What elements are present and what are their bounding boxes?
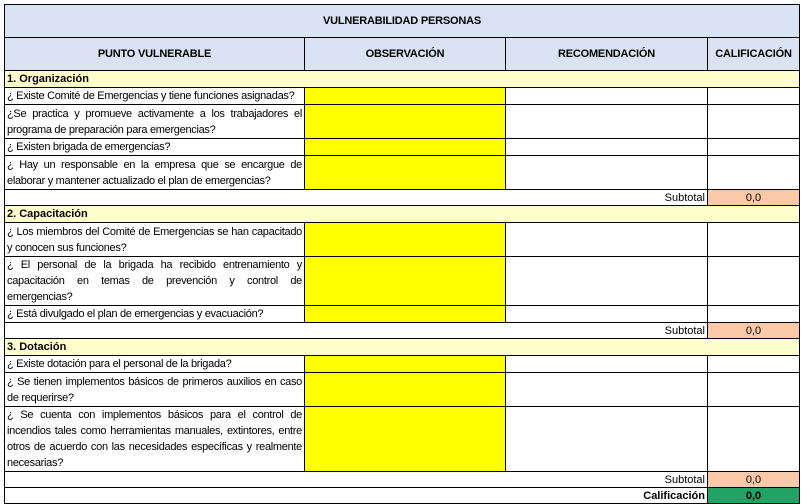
question-cell[interactable]: ¿ Existen brigada de emergencias? xyxy=(5,139,305,156)
final-score-value[interactable]: 0,0 xyxy=(708,488,800,504)
question-cell[interactable]: ¿ Está divulgado el plan de emergencias y evacuación? xyxy=(5,306,305,323)
subtotal-label: Subtotal xyxy=(5,323,708,339)
header-calificacion: CALIFICACIÓN xyxy=(708,38,800,71)
question-cell[interactable]: ¿ Existe dotación para el personal de la brigada? xyxy=(5,356,305,373)
final-score-label: Calificación xyxy=(5,488,708,504)
table-row xyxy=(5,373,800,407)
vulnerability-table xyxy=(4,4,800,504)
title-row xyxy=(5,5,800,38)
recommendation-cell[interactable] xyxy=(506,356,708,373)
recommendation-cell[interactable] xyxy=(506,223,708,257)
rating-cell[interactable] xyxy=(708,257,800,306)
header-observacion: OBSERVACIÓN xyxy=(305,38,506,71)
rating-cell[interactable] xyxy=(708,223,800,257)
section-title[interactable]: 2. Capacitación xyxy=(5,206,800,223)
observation-cell[interactable] xyxy=(305,156,506,190)
observation-cell[interactable] xyxy=(305,223,506,257)
table-row xyxy=(5,139,800,156)
rating-cell[interactable] xyxy=(708,105,800,139)
subtotal-row xyxy=(5,190,800,206)
observation-cell[interactable] xyxy=(305,356,506,373)
table-row xyxy=(5,356,800,373)
section-row xyxy=(5,339,800,356)
observation-cell[interactable] xyxy=(305,407,506,472)
rating-cell[interactable] xyxy=(708,373,800,407)
recommendation-cell[interactable] xyxy=(506,105,708,139)
subtotal-label: Subtotal xyxy=(5,472,708,488)
observation-cell[interactable] xyxy=(305,105,506,139)
subtotal-row xyxy=(5,472,800,488)
rating-cell[interactable] xyxy=(708,407,800,472)
header-row xyxy=(5,38,800,71)
section-row xyxy=(5,206,800,223)
subtotal-value[interactable]: 0,0 xyxy=(708,190,800,206)
rating-cell[interactable] xyxy=(708,88,800,105)
recommendation-cell[interactable] xyxy=(506,257,708,306)
subtotal-row xyxy=(5,323,800,339)
table-row xyxy=(5,223,800,257)
recommendation-cell[interactable] xyxy=(506,139,708,156)
question-cell[interactable]: ¿Se practica y promueve activamente a los trabajadores el programa de preparación para emergencias? xyxy=(5,105,305,139)
section-title[interactable]: 1. Organización xyxy=(5,71,800,88)
observation-cell[interactable] xyxy=(305,373,506,407)
question-cell[interactable]: ¿ Existe Comité de Emergencias y tiene funciones asignadas? xyxy=(5,88,305,105)
question-cell[interactable]: ¿ Se tienen implementos básicos de primeros auxilios en caso de requerirse? xyxy=(5,373,305,407)
table-row xyxy=(5,105,800,139)
rating-cell[interactable] xyxy=(708,306,800,323)
question-cell[interactable]: ¿ Los miembros del Comité de Emergencias se han capacitado y conocen sus funciones? xyxy=(5,223,305,257)
recommendation-cell[interactable] xyxy=(506,306,708,323)
observation-cell[interactable] xyxy=(305,306,506,323)
subtotal-label: Subtotal xyxy=(5,190,708,206)
rating-cell[interactable] xyxy=(708,156,800,190)
section-row xyxy=(5,71,800,88)
rating-cell[interactable] xyxy=(708,356,800,373)
subtotal-value[interactable]: 0,0 xyxy=(708,323,800,339)
question-cell[interactable]: ¿ El personal de la brigada ha recibido entrenamiento y capacitación en temas de prevención y control de emergencias? xyxy=(5,257,305,306)
recommendation-cell[interactable] xyxy=(506,407,708,472)
observation-cell[interactable] xyxy=(305,139,506,156)
observation-cell[interactable] xyxy=(305,257,506,306)
table-title: VULNERABILIDAD PERSONAS xyxy=(5,5,800,38)
rating-cell[interactable] xyxy=(708,139,800,156)
table-row xyxy=(5,407,800,472)
header-punto-vulnerable: PUNTO VULNERABLE xyxy=(5,38,305,71)
recommendation-cell[interactable] xyxy=(506,156,708,190)
question-cell[interactable]: ¿ Se cuenta con implementos básicos para el control de incendios tales como herramientas manuales, extintores, entre otros de acuerdo con las necesidades específicas y realmente necesarias? xyxy=(5,407,305,472)
header-recomendacion: RECOMENDACIÓN xyxy=(506,38,708,71)
recommendation-cell[interactable] xyxy=(506,88,708,105)
recommendation-cell[interactable] xyxy=(506,373,708,407)
table-row xyxy=(5,88,800,105)
table-row xyxy=(5,257,800,306)
subtotal-value[interactable]: 0,0 xyxy=(708,472,800,488)
question-cell[interactable]: ¿ Hay un responsable en la empresa que se encargue de elaborar y mantener actualizado el plan de emergencias? xyxy=(5,156,305,190)
table-row xyxy=(5,156,800,190)
table-row xyxy=(5,306,800,323)
observation-cell[interactable] xyxy=(305,88,506,105)
final-score-row xyxy=(5,488,800,504)
section-title[interactable]: 3. Dotación xyxy=(5,339,800,356)
